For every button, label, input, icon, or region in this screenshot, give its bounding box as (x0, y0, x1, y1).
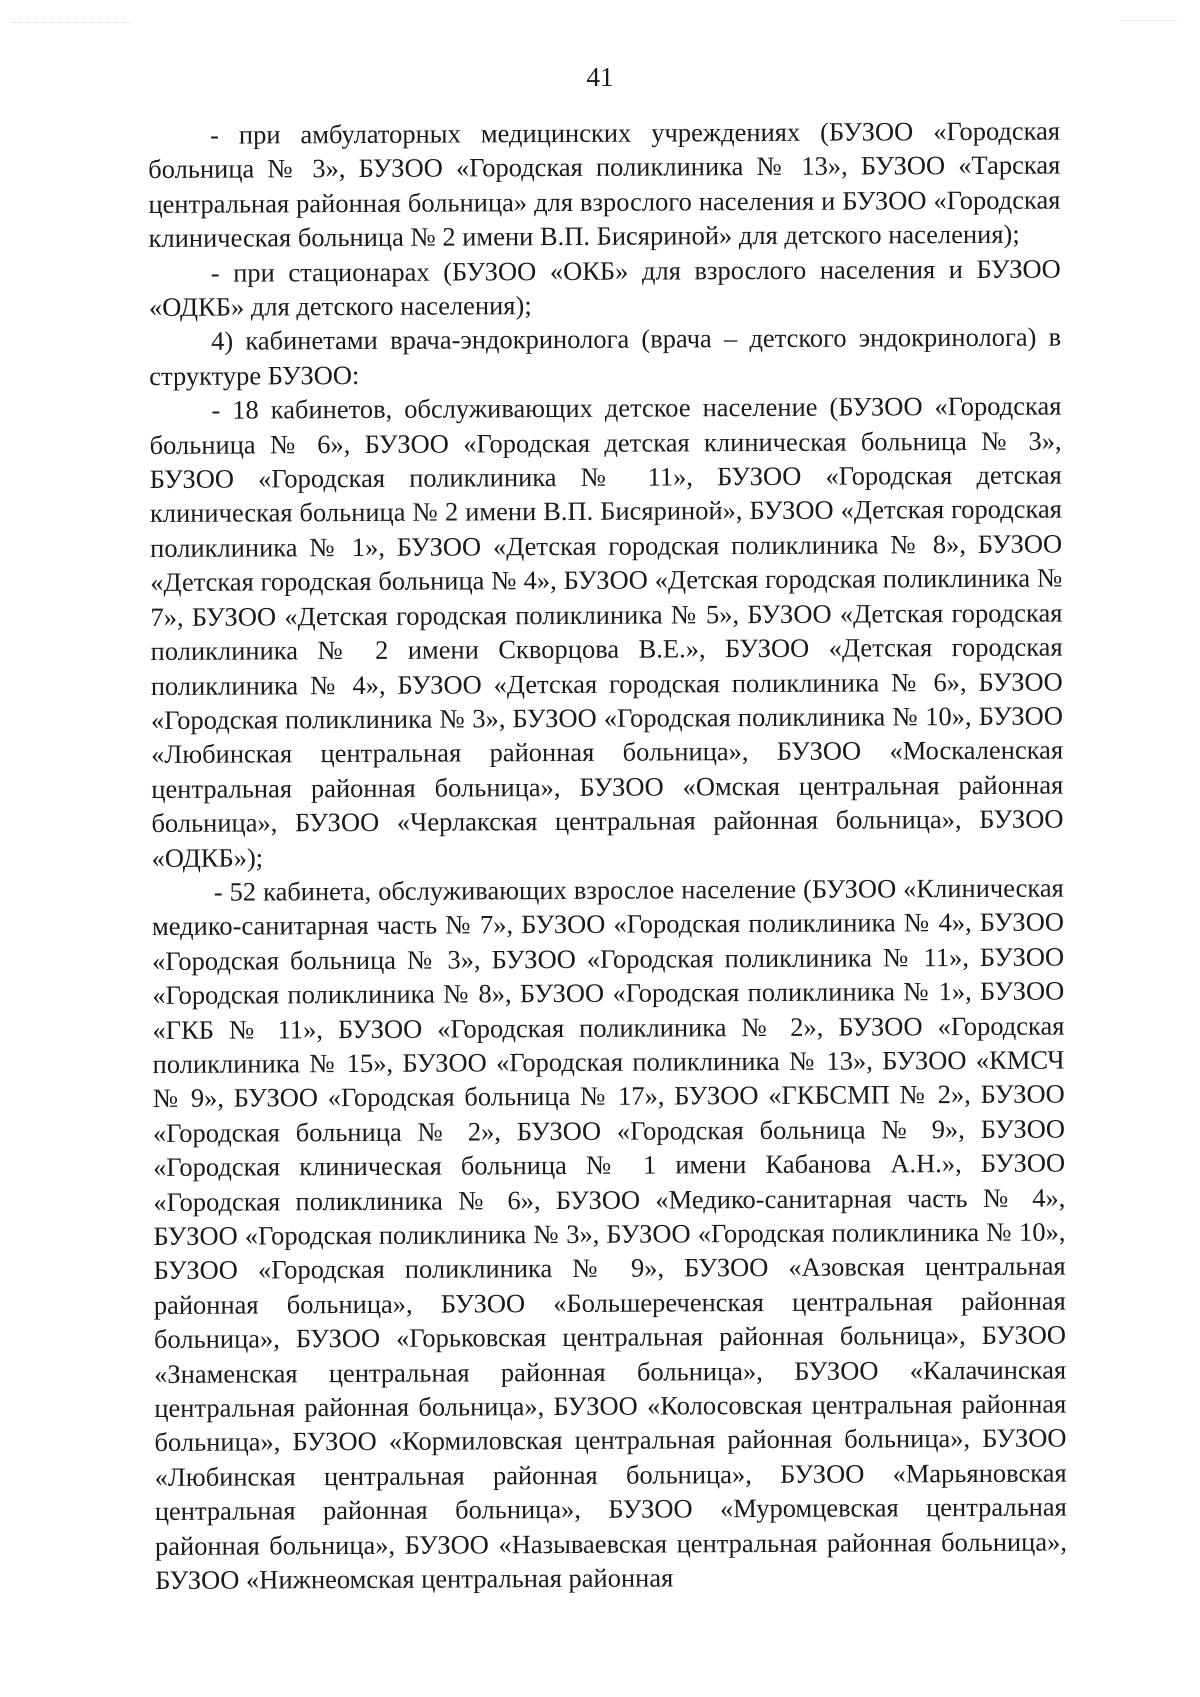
page-number: 41 (586, 62, 614, 92)
document-body (148, 114, 1067, 1598)
scan-artifact (12, 22, 132, 29)
paragraph-ambulatory: - при амбулаторных медицинских учреждениях (БУЗОО «Городская больница № 3», БУЗОО «Городская поликлиника № 13», БУЗОО «Тарская центральная районная больница» для взрослого населения и БУЗОО «Городская клиническая больница № 2 имени В.П. Бисяриной» для детского населения); (148, 115, 1061, 254)
paragraph-adult-offices: - 52 кабинета, обслуживающих взрослое население (БУЗОО «Клиническая медико-санитарная часть № 7», БУЗОО «Городская поликлиника № 4», БУЗОО «Городская больница № 3», БУЗОО «Городская поликлиника № 11», БУЗОО «Городская поликлиника № 8», БУЗОО «Городская поликлиника № 1», БУЗОО «ГКБ № 11», БУЗОО «Городская поликлиника № 2», БУЗОО «Городская поликлиника № 15», БУЗОО «Городская поликлиника № 13», БУЗОО «КМСЧ № 9», БУЗОО «Городская больница № 17», БУЗОО «ГКБСМП № 2», БУЗОО «Городская больница № 2», БУЗОО «Городская больница № 9», БУЗОО «Городская клиническая больница № 1 имени Кабанова А.Н.», БУЗОО «Городская поликлиника № 6», БУЗОО «Медико-санитарная часть № 4», БУЗОО «Городская поликлиника № 3», БУЗОО «Городская поликлиника № 10», БУЗОО «Городская поликлиника № 9», БУЗОО «Азовская центральная районная больница», БУЗОО «Большереченская центральная районная больница», БУЗОО «Горьковская центральная районная больница», БУЗОО «Знаменская центральная районная больница», БУЗОО «Калачинская центральная районная больница», БУЗОО «Колосовская центральная районная больница», БУЗОО «Кормиловская центральная районная больница», БУЗОО «Любинская центральная районная больница», БУЗОО «Марьяновская центральная районная больница», БУЗОО «Муромцевская центральная районная больница», БУЗОО «Называевская центральная районная больница», БУЗОО «Нижнеомская центральная районная (151, 872, 1068, 1596)
paragraph-hospitals: - при стационарах (БУЗОО «ОКБ» для взрослого населения и БУЗОО «ОДКБ» для детского населения); (148, 253, 1061, 323)
paragraph-endocrinology-offices: 4) кабинетами врача-эндокринолога (врача – детского эндокринолога) в структуре БУЗОО: (149, 321, 1062, 391)
scan-artifact (1120, 20, 1180, 27)
paragraph-children-offices: - 18 кабинетов, обслуживающих детское население (БУЗОО «Городская больница № 6», БУЗОО «Городская детская клиническая больница № 3», БУЗОО «Городская поликлиника № 11», БУЗОО «Городская детская клиническая больница № 2 имени В.П. Бисяриной», БУЗОО «Детская городская поликлиника № 1», БУЗОО «Детская городская поликлиника № 8», БУЗОО «Детская городская больница № 4», БУЗОО «Детская городская поликлиника № 7», БУЗОО «Детская городская поликлиника № 5», БУЗОО «Детская городская поликлиника № 2 имени Скворцова В.Е.», БУЗОО «Детская городская поликлиника № 4», БУЗОО «Детская городская поликлиника № 6», БУЗОО «Городская поликлиника № 3», БУЗОО «Городская поликлиника № 10», БУЗОО «Любинская центральная районная больница», БУЗОО «Москаленская центральная районная больница», БУЗОО «Омская центральная районная больница», БУЗОО «Черлакская центральная районная больница», БУЗОО «ОДКБ»); (149, 390, 1064, 873)
